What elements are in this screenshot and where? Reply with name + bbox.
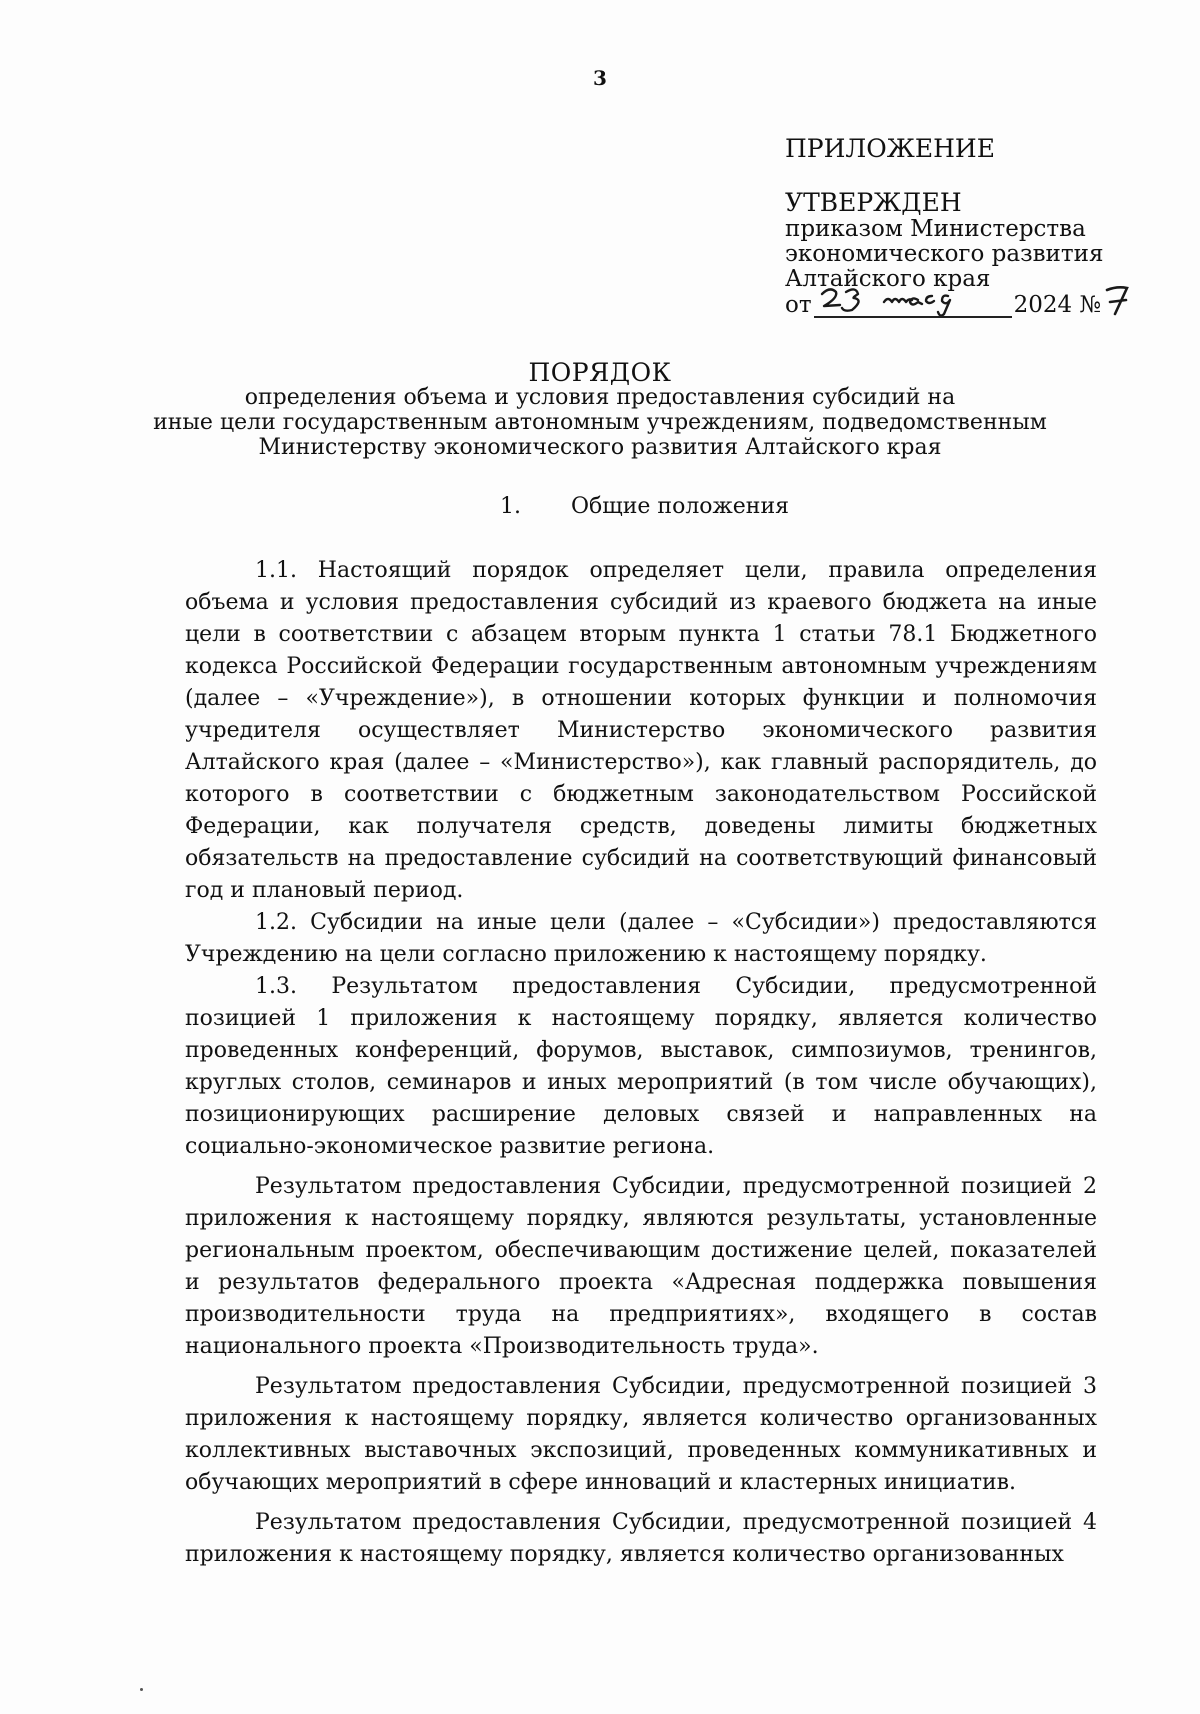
approval-line-order: приказом Министерства [785, 216, 1086, 242]
approval-block [785, 136, 1175, 318]
handwritten-date-ink [814, 282, 1012, 316]
section-heading [500, 494, 789, 519]
subtitle-line: иные цели государственным автономным учреждениям, подведомственным [153, 410, 1047, 435]
section-title: Общие положения [571, 494, 790, 519]
approval-date-line [785, 292, 1175, 318]
paragraph: Результатом предоставления Субсидии, предусмотренной позицией 2 приложения к настоящему порядку, являются результаты, установленные региональным проектом, обеспечивающим достижение целей, показателей и результатов федерального проекта «Адресная поддержка повышения производительности труда на предприятиях», входящего в состав национального проекта «Производительность труда». [185, 1174, 1097, 1359]
handwritten-date [814, 292, 1012, 318]
paragraph: Результатом предоставления Субсидии, предусмотренной позицией 4 приложения к настоящему порядку, является количество организованных [185, 1510, 1097, 1567]
date-prefix: от [785, 292, 812, 318]
scan-speck [140, 1688, 143, 1691]
approval-line-region: Алтайского края [785, 266, 991, 292]
paragraph: 1.3. Результатом предоставления Субсидии, предусмотренной позицией 1 приложения к настоящему порядку, является количество проведенных конференций, форумов, выставок, симпозиумов, тренингов, круглых столов, семинаров и иных мероприятий (в том числе обучающих), позиционирующих расширение деловых связей и направленных на социально-экономическое развитие региона. [185, 974, 1097, 1159]
subtitle-line: Министерству экономического развития Алтайского края [258, 435, 942, 460]
document-subtitle [150, 385, 1050, 460]
paragraph: 1.2. Субсидии на иные цели (далее – «Субсидии») предоставляются Учреждению на цели согласно приложению к настоящему порядку. [185, 910, 1097, 967]
approval-line-ministry: экономического развития [785, 241, 1104, 267]
section-number: 1. [500, 494, 521, 519]
handwritten-number [1101, 292, 1133, 318]
handwritten-number-ink [1101, 282, 1133, 318]
subtitle-line: определения объема и условия предоставления субсидий на [244, 385, 956, 410]
paragraph: Результатом предоставления Субсидии, предусмотренной позицией 3 приложения к настоящему порядку, является количество организованных коллективных выставочных экспозиций, проведенных коммуникативных и обучающих мероприятий в сфере инноваций и кластерных инициатив. [185, 1374, 1097, 1495]
approved-label: УТВЕРЖДЕН [785, 188, 962, 217]
body-text [185, 555, 1097, 1571]
paragraph: 1.1. Настоящий порядок определяет цели, правила определения объема и условия предоставления субсидий из краевого бюджета на иные цели в соответствии с абзацем вторым пункта 1 статьи 78.1 Бюджетного кодекса Российской Федерации государственным автономным учреждениям (далее – «Учреждение»), в отношении которых функции и полномочия учредителя осуществляет Министерство экономического развития Алтайского края (далее – «Министерство»), как главный распорядитель, до которого в соответствии с бюджетным законодательством Российской Федерации, как получателя средств, доведены лимиты бюджетных обязательств на предоставление субсидий на соответствующий финансовый год и плановый период. [185, 558, 1097, 903]
appendix-label: ПРИЛОЖЕНИЕ [785, 134, 995, 163]
document-title: ПОРЯДОК [528, 358, 672, 387]
page-number: 3 [593, 66, 607, 90]
date-year: 2024 № [1013, 292, 1102, 318]
